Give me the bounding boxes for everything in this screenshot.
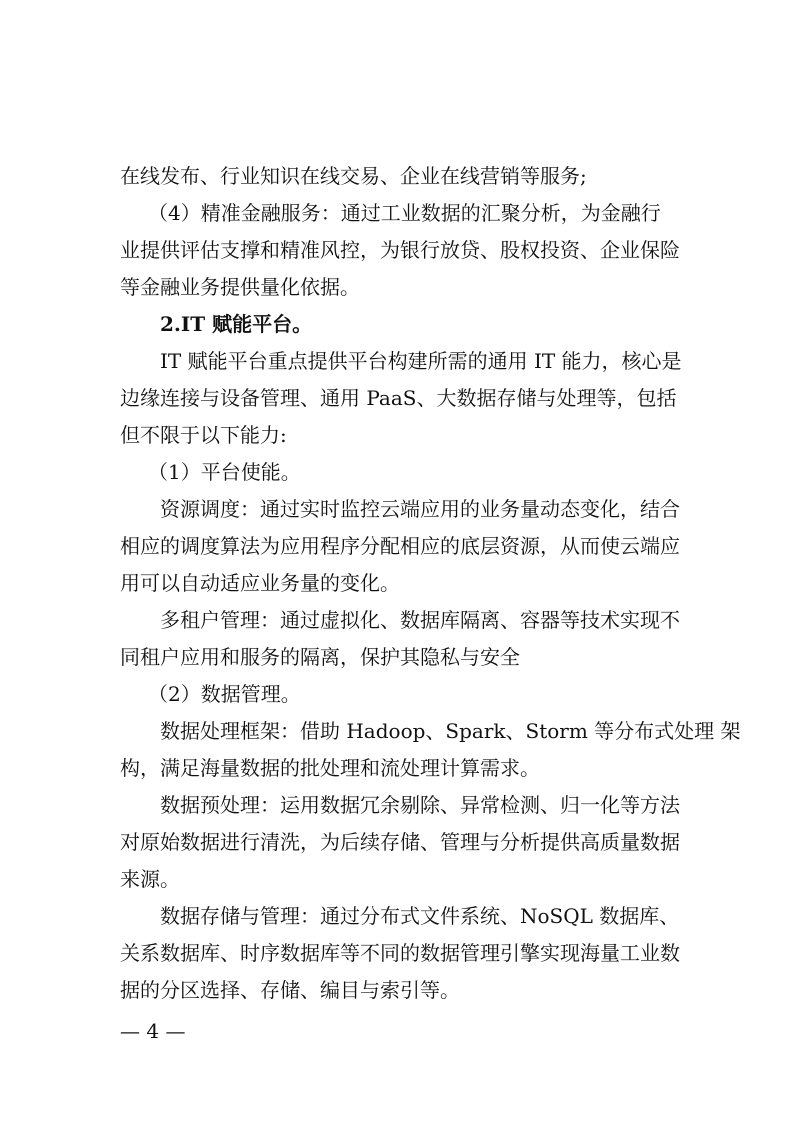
body-text-line: 用可以自动适应业务量的变化。 [120,571,400,595]
body-text-line: 边缘连接与设备管理、通用 PaaS、大数据存储与处理等，包括 [120,386,677,410]
body-text-line: 业提供评估支撑和精准风控，为银行放贷、股权投资、企业保险 [120,238,680,262]
body-text-line: IT 赋能平台重点提供平台构建所需的通用 IT 能力，核心是 [160,349,682,373]
subsection-heading: （1）平台使能。 [148,460,301,484]
body-text-line: 来源。 [120,867,180,891]
body-text-line: 关系数据库、时序数据库等不同的数据管理引擎实现海量工业数 [120,941,680,965]
body-text-line: 数据处理框架：借助 Hadoop、Spark、Storm 等分布式处理 架 [160,719,741,743]
subsection-heading: （2）数据管理。 [148,682,301,706]
section-heading: 2.IT 赋能平台。 [160,312,313,336]
page-number: — 4 — [120,1019,186,1043]
body-text-line: 多租户管理：通过虚拟化、数据库隔离、容器等技术实现不 [160,608,680,632]
body-text-line: 数据预处理：运用数据冗余剔除、异常检测、归一化等方法 [160,793,680,817]
body-text-line: 据的分区选择、存储、编目与索引等。 [120,978,460,1002]
body-text-line: 资源调度：通过实时监控云端应用的业务量动态变化，结合 [160,497,680,521]
body-text-line: 相应的调度算法为应用程序分配相应的底层资源，从而使云端应 [120,534,680,558]
body-text-line: 同租户应用和服务的隔离，保护其隐私与安全 [120,645,520,669]
body-text-line: 但不限于以下能力: [120,423,287,447]
body-text-line: 在线发布、行业知识在线交易、企业在线营销等服务; [120,164,587,188]
body-text-line: 等金融业务提供量化依据。 [120,275,360,299]
body-text-line: 对原始数据进行清洗，为后续存储、管理与分析提供高质量数据 [120,830,680,854]
body-text-line: 构，满足海量数据的批处理和流处理计算需求。 [120,756,540,780]
body-text-line: 数据存储与管理：通过分布式文件系统、NoSQL 数据库、 [160,904,680,928]
body-text-line: （4）精准金融服务：通过工业数据的汇聚分析，为金融行 [148,201,661,225]
